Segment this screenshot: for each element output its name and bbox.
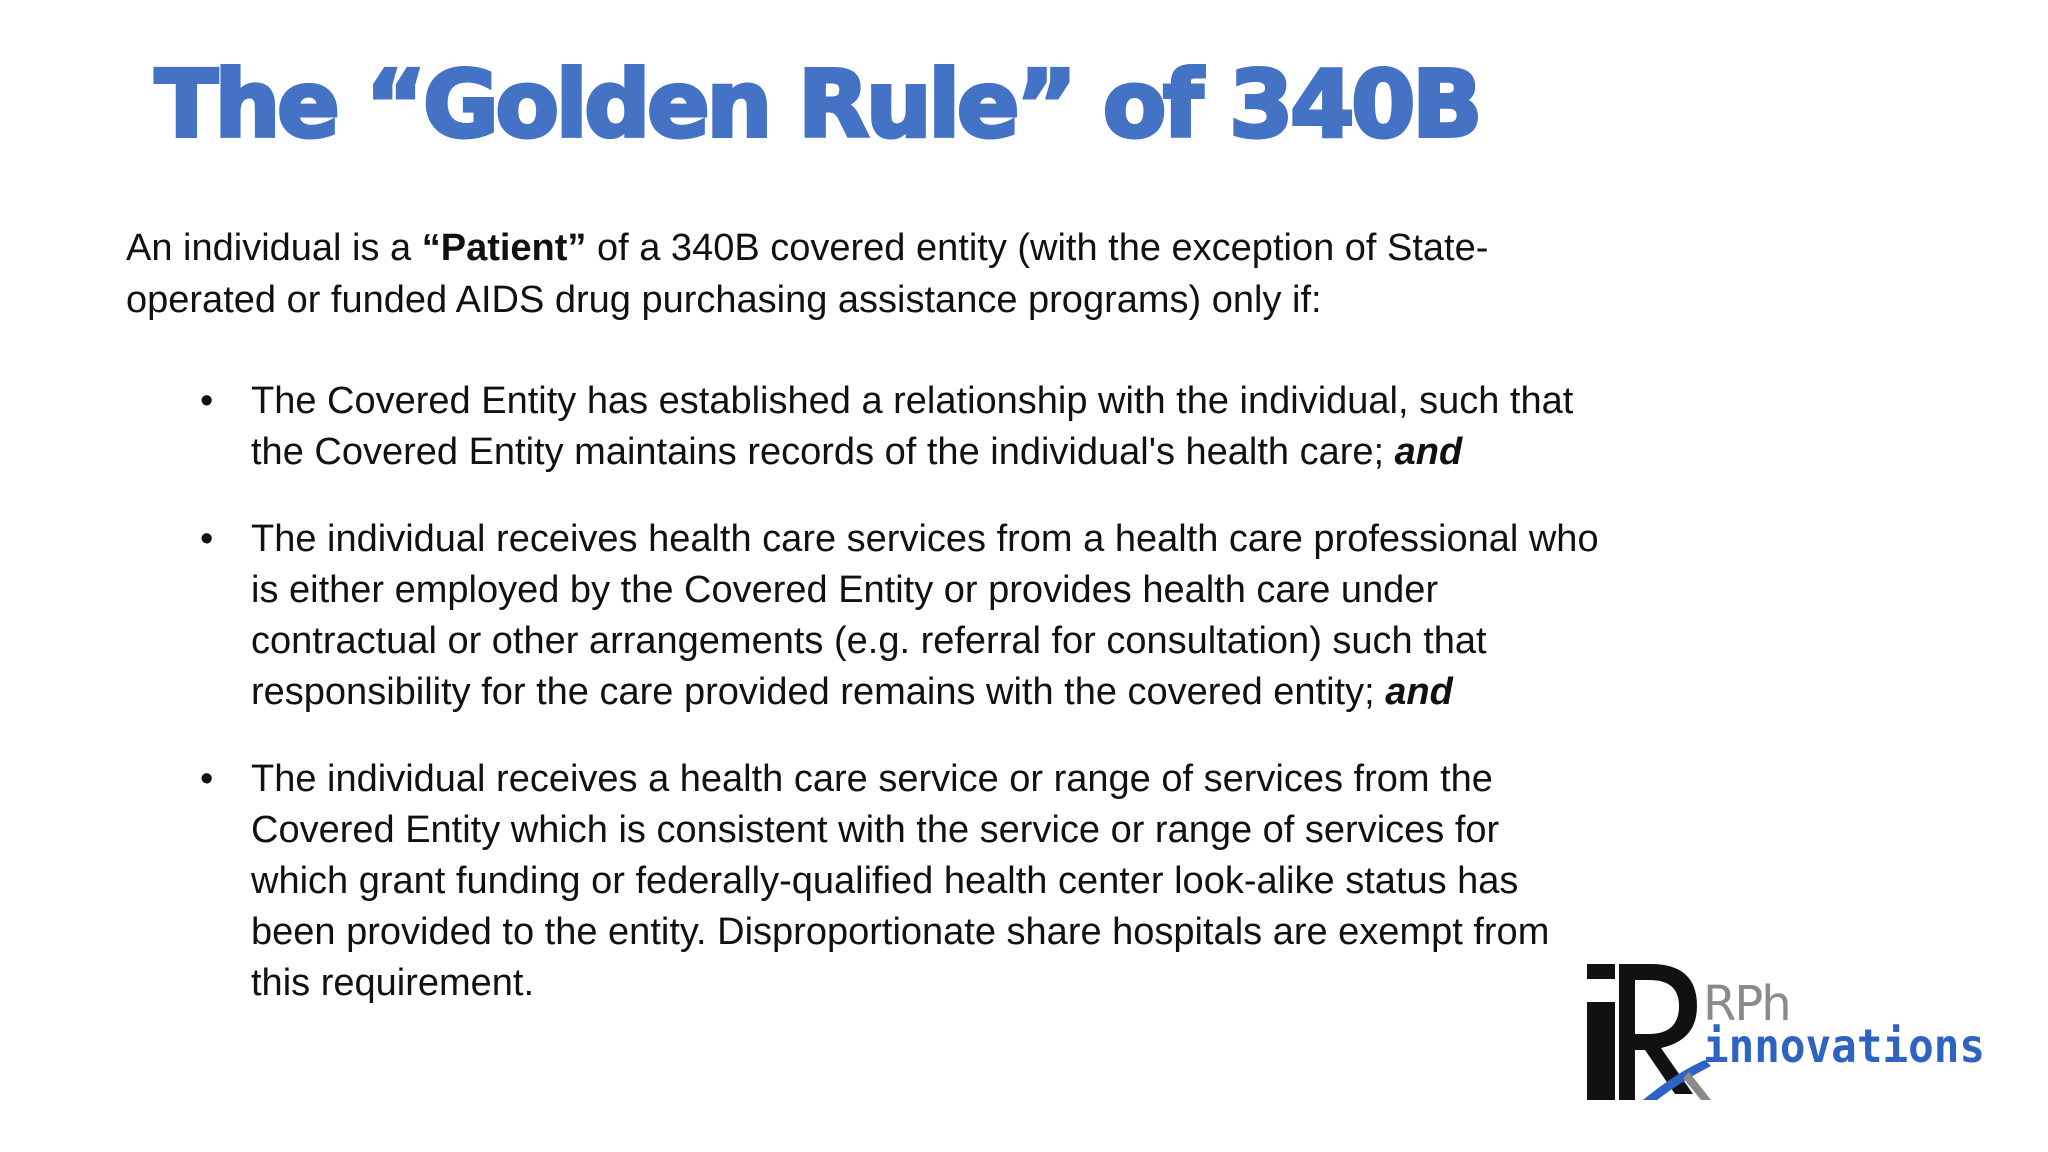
bullet-item-services: [200, 514, 1600, 718]
intro-text-start: An individual is a: [126, 227, 422, 269]
intro-paragraph: [126, 222, 1576, 326]
bullet-icon: •: [200, 758, 214, 800]
intro-emphasis: “Patient”: [421, 227, 587, 269]
bullet-icon: •: [200, 380, 214, 422]
bullet-emphasis: and: [1394, 431, 1463, 473]
intro-text-end: of a 340B covered entity (with the exception of State-operated or funded AIDS drug purchasing assistance programs) only if:: [126, 227, 1489, 321]
bullet-icon: •: [200, 518, 214, 560]
bullet-text: The individual receives health care services from a health care professional who is either employed by the Covered Entity or provides health care under contractual or other arrangements (e.g. referral for consultation) such that responsibility for the care provided remains with the covered entity;: [251, 518, 1599, 713]
slide-title: The “Golden Rule” of 340B: [155, 51, 1480, 158]
bullet-item-grant-scope: [200, 754, 1600, 1009]
logo-i-dot: [1587, 964, 1615, 979]
bullet-text: The individual receives a health care service or range of services from the Covered Entity which is consistent with the service or range of services for which grant funding or federally-qualified health center look-alike status has been provided to the entity. Disproportionate share hospitals are exempt from this requirement.: [251, 758, 1550, 1004]
bullet-text: The Covered Entity has established a relationship with the individual, such that the Covered Entity maintains records of the individual's health care;: [251, 380, 1574, 473]
logo-text-innovations: innovations: [1703, 1019, 1985, 1073]
logo-text-rph: RPh: [1703, 976, 1790, 1032]
bullet-list: [200, 376, 1600, 1009]
rph-innovations-logo: [1585, 962, 1990, 1102]
bullet-item-relationship: [200, 376, 1600, 478]
logo-i-stem: [1587, 1002, 1615, 1100]
bullet-emphasis: and: [1385, 671, 1453, 713]
